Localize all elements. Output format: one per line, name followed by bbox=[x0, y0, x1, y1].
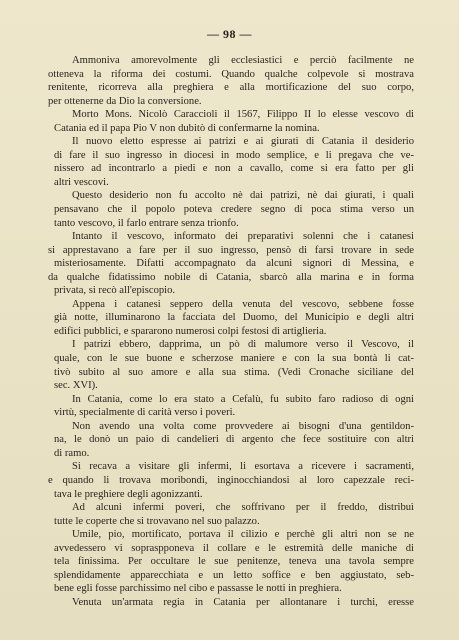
text-line: da qualche fidatissimo nobile di Catania, sbarcò alla marina e in forma bbox=[48, 271, 414, 283]
text-line: In Catania, come lo era stato a Cefalù, fu subito faro radioso di ogni bbox=[72, 393, 414, 405]
text-line: privata, si recò all'episcopio. bbox=[54, 285, 176, 297]
text-line: avvedessero vi sopraspponeva il collare e le estremità delle maniche di bbox=[54, 542, 414, 554]
text-line: e quando li trovava moribondi, inginocchiandosi al loro capezzale reci- bbox=[48, 474, 414, 486]
text-line: Morto Mons. Nicolò Caraccioli il 1567, Filippo II lo elesse vescovo di bbox=[72, 109, 414, 121]
text-line: tanto vescovo, il farlo entrare senza trionfo. bbox=[54, 217, 239, 229]
text-line: per ottenerne da Dio la conversione. bbox=[48, 95, 202, 107]
text-line: già notte, illuminarono la facciata del Duomo, del Municipio e degli altri bbox=[54, 312, 414, 324]
text-line: pensavano che il popolo poteva credere segno di poca stima verso un bbox=[54, 204, 414, 216]
text-line: I patrizi ebbero, dapprima, un pò di malumore verso il Vescovo, il bbox=[72, 339, 414, 351]
text-line: otteneva la riforma dei costumi. Quando qualche colpevole si mostrava bbox=[48, 68, 414, 80]
text-line: Venuta un'armata regia in Catania per allontanare i turchi, eresse bbox=[72, 596, 414, 608]
text-line: Ad alcuni infermi poveri, che soffrivano per il freddo, distribuì bbox=[72, 502, 414, 514]
text-line: na, le donò un paio di candelieri di argento che fece sostituire con altri bbox=[54, 434, 414, 446]
text-line: Ammoniva amorevolmente gli ecclesiastici e perciò facilmente ne bbox=[72, 55, 414, 66]
text-line: splendidamente apparecchiata e un letto soffice e ben aggiustato, seb- bbox=[54, 569, 414, 581]
text-line: tava le preghiere degli agonizzanti. bbox=[54, 488, 203, 500]
text-line: quale, con le sue buone e scherzose maniere e con la sua bontà li cat- bbox=[54, 353, 414, 365]
text-line: si apprestavano a fare per il suo ingresso, pensò di farsi trovare in sede bbox=[48, 244, 414, 256]
text-line: Il nuovo eletto espresse ai patrizi e ai giurati di Catania il desiderio bbox=[72, 136, 414, 148]
page-number: — 98 — bbox=[207, 27, 252, 41]
text-line: tela finissima. Per occultare le sue penitenze, teneva una tavola sempre bbox=[54, 556, 414, 568]
text-line: edifici pubblici, e spararono numerosi colpi festosi di artiglieria. bbox=[54, 325, 327, 337]
text-line: altri vescovi. bbox=[54, 176, 109, 188]
text-line: virtù, specialmente di carità verso i poveri. bbox=[54, 407, 236, 419]
text-line: di ramo. bbox=[54, 447, 90, 459]
text-line: Questo desiderio non fu accolto nè dai patrizi, nè dai giurati, i quali bbox=[72, 190, 414, 202]
text-line: Si recava a visitare gli infermi, li esortava a ricevere i sacramenti, bbox=[72, 461, 414, 473]
text-line: bene egli fosse parchissimo nel cibo e passasse le notti in preghiera. bbox=[54, 583, 342, 595]
text-line: Umile, pio, mortificato, portava il cilizio e perchè gli altri non se ne bbox=[72, 529, 414, 541]
text-line: misteriosamente. Difatti accompagnato da alcuni signori di Messina, e bbox=[54, 258, 414, 270]
text-line: Intanto il vescovo, informato dei preparativi solenni che i catanesi bbox=[72, 231, 414, 243]
text-line: Appena i catanesi seppero della venuta del vescovo, sebbene fosse bbox=[72, 298, 414, 310]
text-line: tutte le coperte che si trovavano nel suo palazzo. bbox=[54, 515, 260, 527]
text-line: Catania ed il papa Pio V non dubitò di confermarne la nomina. bbox=[54, 122, 320, 134]
text-line: tivò subito al suo amore e alla sua stima. (Vedi Cronache siciliane del bbox=[54, 366, 414, 378]
text-line: di fare il suo ingresso in diocesi in modo semplice, e li pregava che ve- bbox=[54, 149, 414, 161]
text-line: renitente, ricorreva alla preghiera e alla mortificazione del suo corpo, bbox=[48, 82, 414, 94]
text-line: nissero ad incontrarlo a piedi e non a cavallo, come si era fatto per gli bbox=[54, 163, 414, 175]
body-text bbox=[48, 54, 414, 609]
text-line: sec. XVI). bbox=[54, 380, 98, 392]
text-line: Non avendo una volta come provvedere ai bisogni d'una gentildon- bbox=[72, 420, 414, 432]
